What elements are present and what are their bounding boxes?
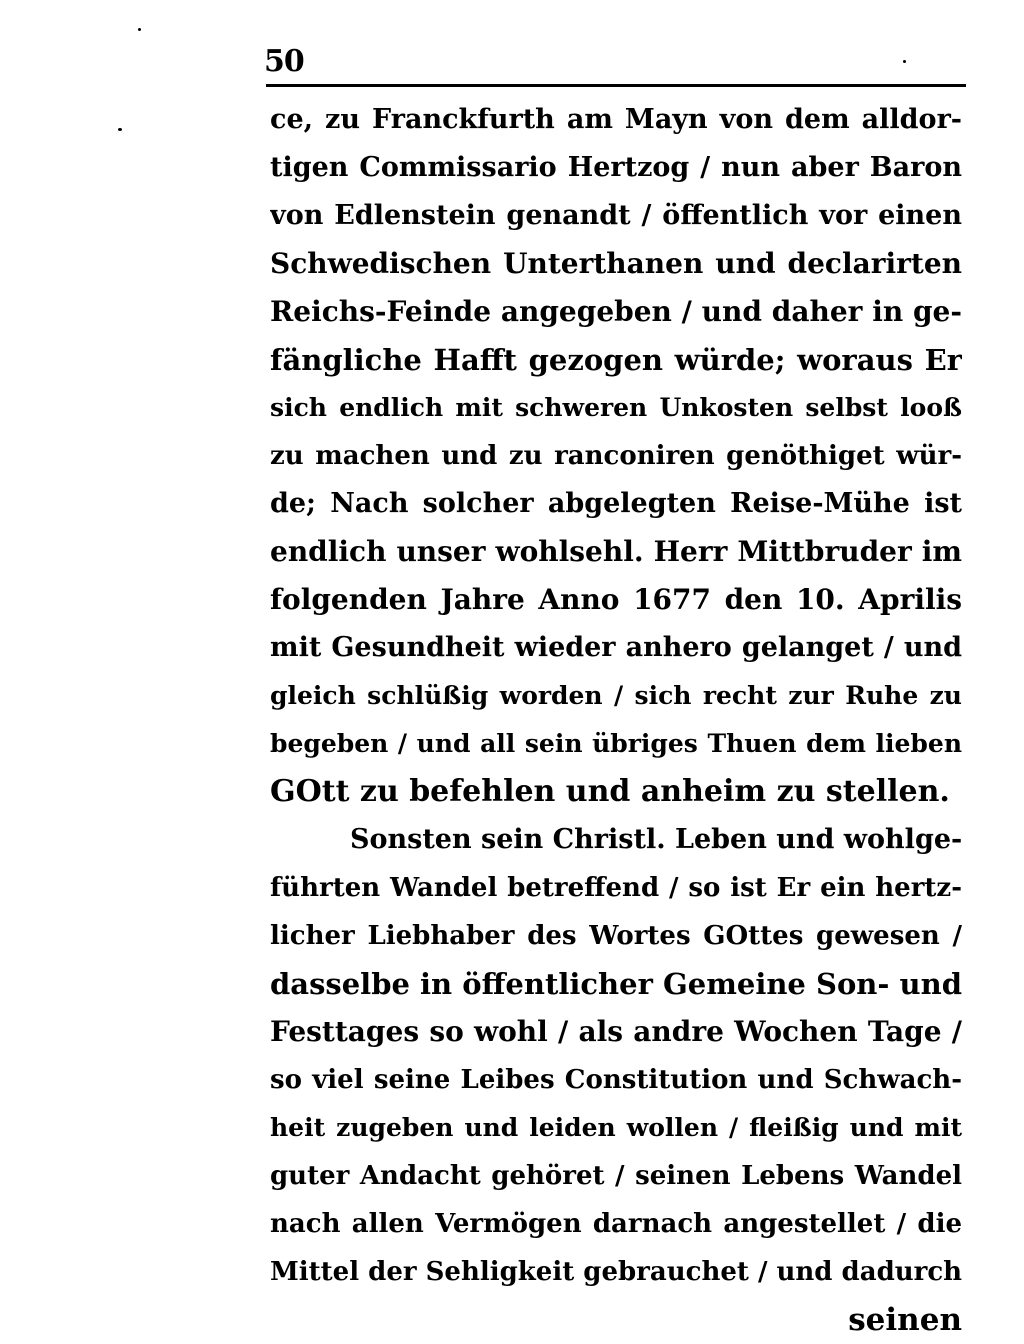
text-line: führten Wandel betreffend / so ist Er ein hertz-	[270, 873, 962, 903]
text-line: heit zugeben und leiden wollen / fleißig und mit	[270, 1113, 962, 1142]
ink-speck	[138, 28, 141, 31]
text-line: nach allen Vermögen darnach angestellet / die	[270, 1209, 962, 1239]
text-line: guter Andacht gehöret / seinen Lebens Wandel	[270, 1161, 962, 1191]
text-line: Schwedischen Unterthanen und declarirten	[270, 247, 962, 280]
ink-speck	[903, 60, 906, 63]
text-line: dasselbe in öffentlicher Gemeine Son- und	[270, 967, 962, 1001]
text-line: Festtages so wohl / als andre Wochen Tage /	[270, 1015, 962, 1048]
text-line: sich endlich mit schweren Unkosten selbst looß	[270, 393, 962, 422]
body-text	[270, 96, 962, 1344]
text-line: Sonsten sein Christl. Leben und wohlge-	[350, 824, 962, 855]
text-line: ce, zu Franckfurth am Mayn von dem alldor-	[270, 104, 962, 135]
text-line: de; Nach solcher abgelegten Reise-Mühe ist	[270, 488, 962, 519]
text-line: endlich unser wohlsehl. Herr Mittbruder im	[270, 535, 962, 568]
text-line: zu machen und zu ranconiren genöthiget wür-	[270, 441, 962, 471]
text-line: tigen Commissario Hertzog / nun aber Baron	[270, 152, 962, 183]
text-line: von Edlenstein genandt / öffentlich vor einen	[270, 200, 962, 231]
ink-speck	[118, 128, 122, 131]
text-line: begeben / und all sein übriges Thuen dem lieben	[270, 729, 962, 758]
text-line: Reichs-Feinde angegeben / und daher in ge-	[270, 295, 962, 328]
text-line: mit Gesundheit wieder anhero gelanget / und	[270, 632, 962, 663]
text-line: GOtt zu befehlen und anheim zu stellen.	[270, 774, 950, 809]
text-line: licher Liebhaber des Wortes GOttes gewesen /	[270, 921, 962, 951]
catchword: seinen	[848, 1302, 962, 1338]
text-line: fängliche Hafft gezogen würde; woraus Er	[270, 343, 962, 377]
header-rule	[266, 84, 966, 87]
text-line: so viel seine Leibes Constitution und Schwach-	[270, 1065, 962, 1095]
text-line: Mittel der Sehligkeit gebrauchet / und dadurch	[270, 1257, 962, 1287]
text-line: folgenden Jahre Anno 1677 den 10. Aprilis	[270, 583, 962, 616]
page-number: 50	[264, 44, 304, 79]
text-line: gleich schlüßig worden / sich recht zur Ruhe zu	[270, 681, 962, 710]
